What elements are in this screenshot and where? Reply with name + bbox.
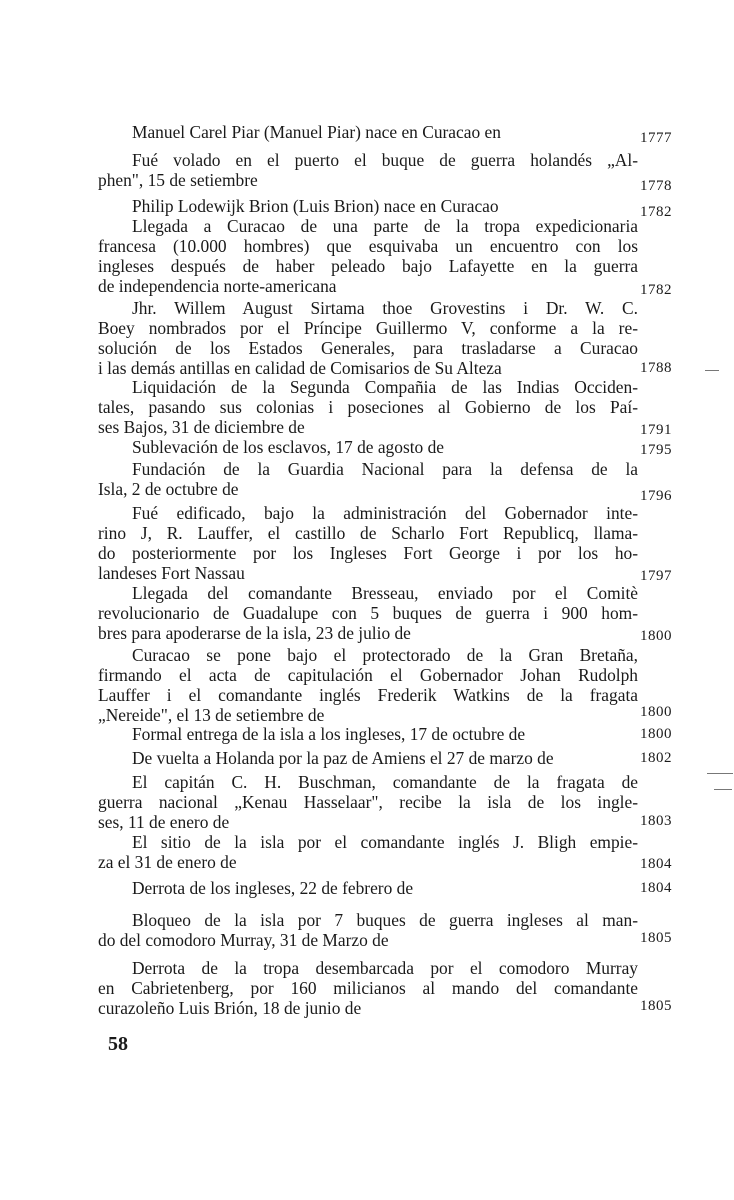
entry-text-line: de independencia norte-americana bbox=[98, 276, 337, 296]
entry-text-line: Jhr. Willem August Sirtama thoe Grovestins i Dr. W. C. bbox=[132, 298, 638, 318]
entry-text-line: ingleses después de haber peleado bajo Lafayette en la guerra bbox=[98, 256, 638, 276]
entry-year: 1800 bbox=[640, 726, 672, 742]
entry-year: 1803 bbox=[640, 813, 672, 829]
entry-text-line: rino J, R. Lauffer, el castillo de Scharlo Fort Republicq, llama- bbox=[98, 523, 638, 543]
entry-text-line: Bloqueo de la isla por 7 buques de guerra ingleses al man- bbox=[132, 910, 638, 930]
entry-text-line: francesa (10.000 hombres) que esquivaba un encuentro con los bbox=[98, 236, 638, 256]
entry-text-line: za el 31 de enero de bbox=[98, 852, 237, 872]
entry-text-line: firmando el acta de capitulación el Gobernador Johan Rudolph bbox=[98, 665, 638, 685]
entry-year: 1804 bbox=[640, 856, 672, 872]
entry-text-line: Liquidación de la Segunda Compañia de las Indias Occiden- bbox=[132, 377, 638, 397]
entry-text-line: Manuel Carel Piar (Manuel Piar) nace en Curacao en bbox=[132, 122, 501, 142]
entry-year: 1797 bbox=[640, 568, 672, 584]
entry-text-line: solución de los Estados Generales, para trasladarse a Curacao bbox=[98, 338, 638, 358]
entry-year: 1782 bbox=[640, 204, 672, 220]
entry-text-line: Derrota de los ingleses, 22 de febrero de bbox=[132, 878, 414, 898]
entry-text-line: Lauffer i el comandante inglés Frederik Watkins de la fragata bbox=[98, 685, 638, 705]
entry-text-line: Fundación de la Guardia Nacional para la defensa de la bbox=[132, 459, 638, 479]
entry-text-line: Philip Lodewijk Brion (Luis Brion) nace en Curacao bbox=[132, 196, 499, 216]
entry-year: 1777 bbox=[640, 130, 672, 146]
entry-text-line: i las demás antillas en calidad de Comisarios de Su Alteza bbox=[98, 358, 502, 378]
page-number: 58 bbox=[108, 1033, 128, 1055]
entry-year: 1795 bbox=[640, 442, 672, 458]
entry-text-line: guerra nacional „Kenau Hasselaar", recibe la isla de los ingle- bbox=[98, 792, 638, 812]
entry-text-line: Curacao se pone bajo el protectorado de la Gran Bretaña, bbox=[132, 645, 638, 665]
entry-year: 1778 bbox=[640, 178, 672, 194]
entry-text-line: „Nereide", el 13 de setiembre de bbox=[98, 705, 325, 725]
entry-text-line: Isla, 2 de octubre de bbox=[98, 479, 239, 499]
entry-text-line: bres para apoderarse de la isla, 23 de julio de bbox=[98, 623, 411, 643]
entry-year: 1782 bbox=[640, 282, 672, 298]
entry-text-line: Llegada a Curacao de una parte de la tropa expedicionaria bbox=[132, 216, 638, 236]
margin-mark bbox=[714, 789, 732, 790]
entry-text-line: tales, pasando sus colonias i poseciones al Gobierno de los Paí- bbox=[98, 397, 638, 417]
entry-text-line: De vuelta a Holanda por la paz de Amiens el 27 de marzo de bbox=[132, 748, 554, 768]
entry-text-line: El capitán C. H. Buschman, comandante de la fragata de bbox=[132, 772, 638, 792]
entry-year: 1791 bbox=[640, 422, 672, 438]
entry-year: 1788 bbox=[640, 360, 672, 376]
entry-text-line: ses, 11 de enero de bbox=[98, 812, 230, 832]
entry-text-line: landeses Fort Nassau bbox=[98, 563, 245, 583]
entry-text-line: El sitio de la isla por el comandante inglés J. Bligh empie- bbox=[132, 832, 638, 852]
margin-mark bbox=[705, 370, 719, 371]
entry-year: 1802 bbox=[640, 750, 672, 766]
entry-year: 1796 bbox=[640, 488, 672, 504]
entry-text-line: Sublevación de los esclavos, 17 de agosto de bbox=[132, 437, 444, 457]
entry-text-line: Derrota de la tropa desembarcada por el comodoro Murray bbox=[132, 958, 638, 978]
entry-text-line: ses Bajos, 31 de diciembre de bbox=[98, 417, 305, 437]
entry-text-line: revolucionario de Guadalupe con 5 buques de guerra i 900 hom- bbox=[98, 603, 638, 623]
entry-text-line: phen", 15 de setiembre bbox=[98, 170, 258, 190]
margin-mark bbox=[707, 773, 733, 774]
entry-year: 1804 bbox=[640, 880, 672, 896]
entry-text-line: do posteriormente por los Ingleses Fort George i por los ho- bbox=[98, 543, 638, 563]
entry-text-line: en Cabrietenberg, por 160 milicianos al mando del comandante bbox=[98, 978, 638, 998]
entry-text-line: Fué volado en el puerto el buque de guerra holandés „Al- bbox=[132, 150, 638, 170]
entry-text-line: curazoleño Luis Brión, 18 de junio de bbox=[98, 998, 362, 1018]
entry-text-line: Llegada del comandante Bresseau, enviado por el Comitè bbox=[132, 583, 638, 603]
entry-year: 1805 bbox=[640, 930, 672, 946]
entry-text-line: Formal entrega de la isla a los ingleses, 17 de octubre de bbox=[132, 724, 526, 744]
entry-text-line: do del comodoro Murray, 31 de Marzo de bbox=[98, 930, 389, 950]
entry-text-line: Fué edificado, bajo la administración del Gobernador inte- bbox=[132, 503, 638, 523]
entry-text-line: Boey nombrados por el Príncipe Guillermo V, conforme a la re- bbox=[98, 318, 638, 338]
entry-year: 1805 bbox=[640, 998, 672, 1014]
entry-year: 1800 bbox=[640, 704, 672, 720]
entry-year: 1800 bbox=[640, 628, 672, 644]
